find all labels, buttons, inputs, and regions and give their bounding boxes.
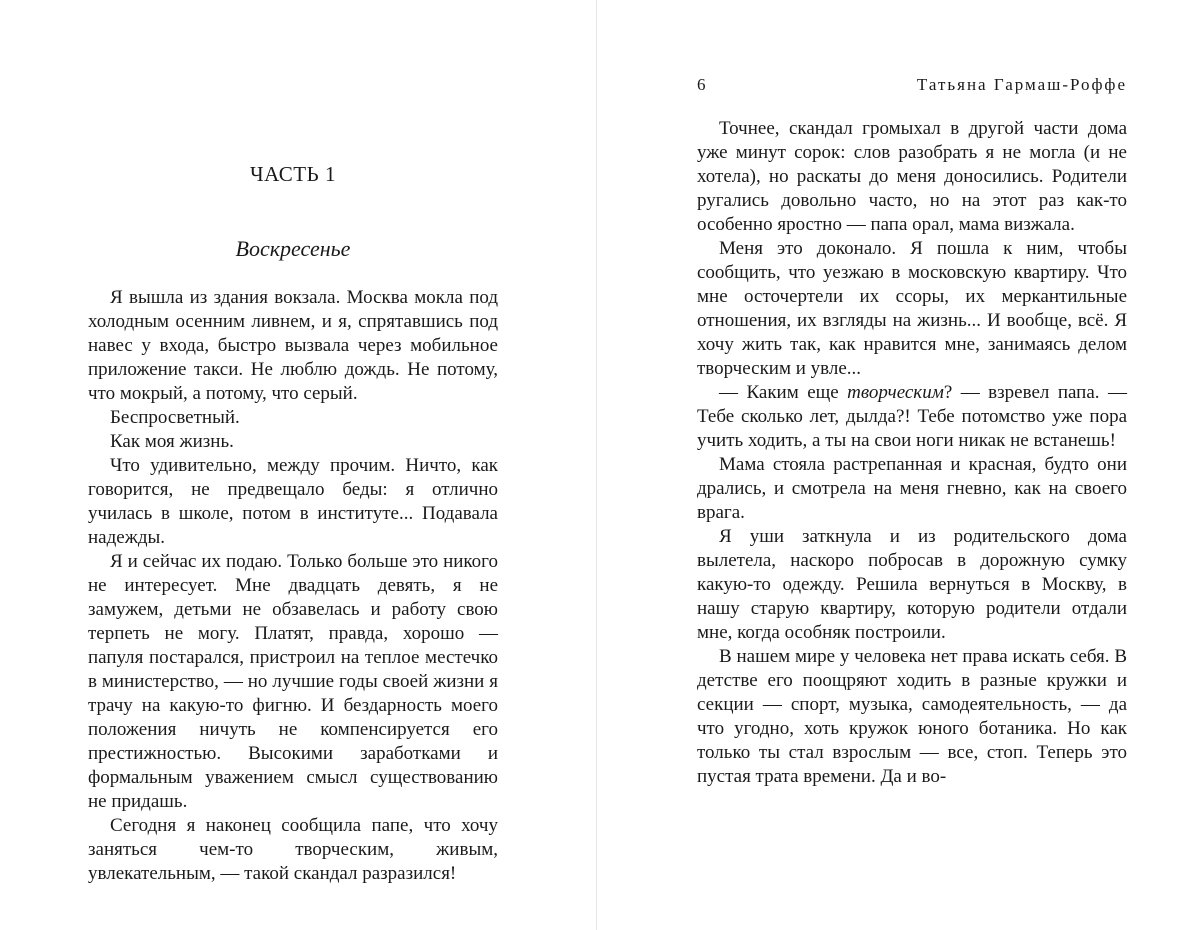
right-body-text [697,117,1127,789]
paragraph: Мама стояла растрепанная и красная, будто они дрались, и смотрела на меня гневно, как на своего врага. [697,454,1127,523]
paragraph: Я вышла из здания вокзала. Москва мокла под холодным осенним ливнем, и я, спрятавшись под навес у входа, быстро вызвала через мобильное приложение такси. Не люблю дождь. Не потому, что мокрый, а потому, что серый. [88,287,498,404]
chapter-title: ЧАСТЬ 1 [250,162,336,186]
paragraph: Что удивительно, между прочим. Ничто, как говорится, не предвещало беды: я отлично училась в школе, потом в институте... Подавала надежды. [88,455,498,548]
paragraph: Меня это доконало. Я пошла к ним, чтобы сообщить, что уезжаю в московскую квартиру. Что мне осточертели их ссоры, их меркантильные отношения, их взгляды на жизнь... И вообще, всё. Я хочу жить так, как нравится мне, занимаясь делом творческим и увле... [697,238,1127,379]
book-gutter [596,0,597,930]
paragraph: Как моя жизнь. [110,431,234,452]
running-head [697,75,1127,99]
paragraph: Беспросветный. [110,407,240,428]
running-head-author: Татьяна Гармаш-Роффе [916,75,1127,94]
left-page [88,0,498,930]
paragraph: Я и сейчас их подаю. Только больше это никого не интересует. Мне двадцать девять, я не замужем, детьми не обзавелась и работу свою терпеть не могу. Платят, правда, хорошо — папуля постарался, пристроил на теплое местечко в министерство, — но лучшие годы своей жизни я трачу на какую-то фигню. И бездарность моего положения ничуть не компенсируется его престижностью. Высокими заработками и формальным уважением смысл существованию не придашь. [88,551,498,812]
paragraph: Точнее, скандал громыхал в другой части дома уже минут сорок: слов разобрать я не могла (и не хотела), но раскаты до меня доносились. Родители ругались довольно часто, но на этот раз как-то особенно яростно — папа орал, мама визжала. [697,118,1127,235]
paragraph: Я уши заткнула и из родительского дома вылетела, наскоро побросав в дорожную сумку какую-то одежду. Решила вернуться в Москву, в нашу старую квартиру, которую родители отдали мне, когда особняк построили. [697,526,1127,643]
right-page [697,0,1127,930]
emphasized-word: творческим [847,382,944,403]
page-number: 6 [697,75,706,94]
section-title: Воскресенье [235,236,351,261]
paragraph: В нашем мире у человека нет права искать себя. В детстве его поощряют ходить в разные кружки и секции — спорт, музыка, самодеятельность, — да что угодно, хоть кружок юного ботаника. Но как только ты стал взрослым — все, стоп. Теперь это пустая трата времени. Да и во- [697,646,1127,787]
paragraph: — Каким еще творческим? — взревел папа. — Тебе сколько лет, дылда?! Тебе потомство уже пора учить ходить, а ты на свои ноги никак не встанешь! [697,382,1127,451]
paragraph: Сегодня я наконец сообщила папе, что хочу заняться чем-то творческим, живым, увлекательным, — такой скандал разразился! [88,815,498,884]
left-body-text [88,286,498,886]
